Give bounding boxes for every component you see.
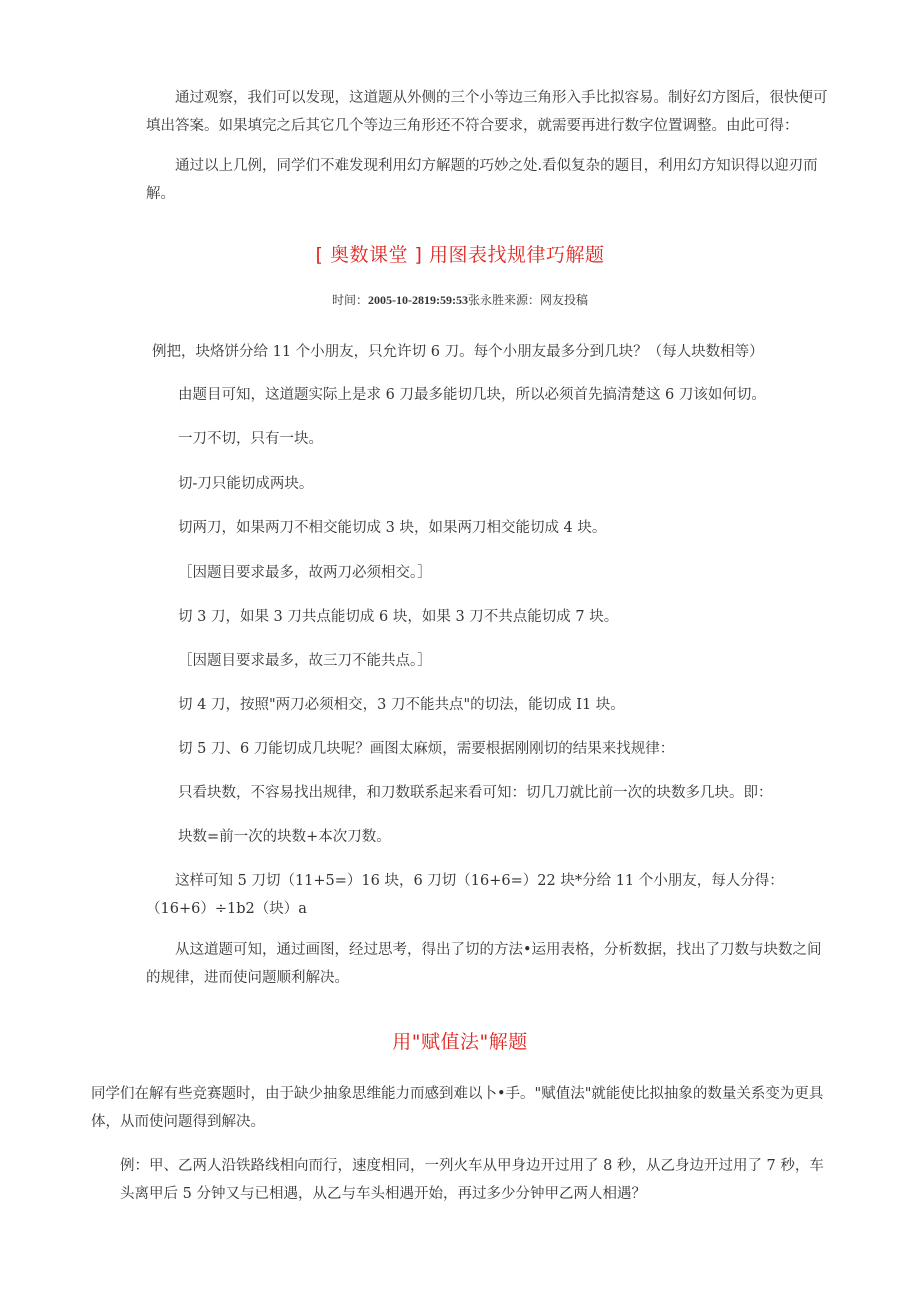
- meta-datetime: 2005-10-2819:59:53: [368, 293, 468, 307]
- solution-note: ［因题目要求最多，故两刀必须相交。］: [178, 565, 432, 581]
- solution-formula: 块数=前一次的块数+本次刀数。: [178, 829, 391, 845]
- calculation-paragraph: 这样可知 5 刀切（11+5=）16 块，6 刀切（16+6=）22 块*分给 11 个小朋友，每人分得：（16+6）÷1b2（块）a: [146, 873, 784, 917]
- intro-paragraph-2: 通过以上几例，同学们不难发现利用幻方解题的巧妙之处.看似复杂的题目，利用幻方知识得以迎刃而解。: [146, 158, 818, 202]
- article-title-2: 用"赋值法"解题: [392, 1031, 528, 1053]
- meta-time-label: 时间：: [331, 293, 368, 307]
- article-meta: [0, 291, 920, 308]
- intro-paragraph-1: 通过观察，我们可以发现，这道题从外侧的三个小等边三角形入手比拟容易。制好幻方图后，很快便可填出答案。如果填完之后其它几个等边三角形还不符合要求，就需要再进行数字位置调整。由此可得：: [146, 90, 828, 134]
- conclusion-paragraph: 从这道题可知，通过画图，经过思考，得出了切的方法•运用表格，分析数据，找出了刀数与块数之间的规律，进而使问题顺利解决。: [146, 942, 822, 986]
- solution-line: 由题目可知，这道题实际上是求 6 刀最多能切几块，所以必须首先搞清楚这 6 刀该如何切。: [178, 387, 766, 403]
- solution-line: 切-刀只能切成两块。: [178, 476, 314, 492]
- meta-author-source: 张永胜来源：网友投稿: [467, 293, 588, 307]
- article-title-1: [ 奥数课堂 ] 用图表找规律巧解题: [315, 244, 605, 266]
- article2-intro: 同学们在解有些竞赛题时，由于缺少抽象思维能力而感到难以卜•手。"赋值法"就能使比拟抽象的数量关系变为更具体，从而使问题得到解决。: [91, 1086, 824, 1130]
- solution-line: 一刀不切，只有一块。: [178, 431, 323, 447]
- solution-line: 切 3 刀，如果 3 刀共点能切成 6 块，如果 3 刀不共点能切成 7 块。: [178, 609, 619, 625]
- example-label: 例: [120, 1158, 135, 1174]
- solution-note: ［因题目要求最多，故三刀不能共点。］: [178, 653, 432, 669]
- solution-line: 只看块数，不容易找出规律，和刀数联系起来看可知：切几刀就比前一次的块数多几块。即：: [178, 785, 773, 801]
- solution-line: 切 4 刀，按照"两刀必须相交，3 刀不能共点"的切法，能切成 I1 块。: [178, 697, 625, 713]
- solution-line: 切 5 刀、6 刀能切成几块呢？画图太麻烦，需要根据刚刚切的结果来找规律：: [178, 741, 675, 757]
- example-text: ：甲、乙两人沿铁路线相向而行，速度相同，一列火车从甲身边开过用了 8 秒，从乙身边开过用了 7 秒，车头离甲后 5 分钟又与已相遇，从乙与车头相遇开始，再过多少分钟甲乙两人相遇？: [120, 1158, 824, 1202]
- example-problem: 例把，块烙饼分给 11 个小朋友，只允许切 6 刀。每个小朋友最多分到几块？（每人块数相等）: [152, 344, 764, 360]
- solution-line: 切两刀，如果两刀不相交能切成 3 块，如果两刀相交能切成 4 块。: [178, 520, 607, 536]
- article2-example: [120, 1152, 832, 1208]
